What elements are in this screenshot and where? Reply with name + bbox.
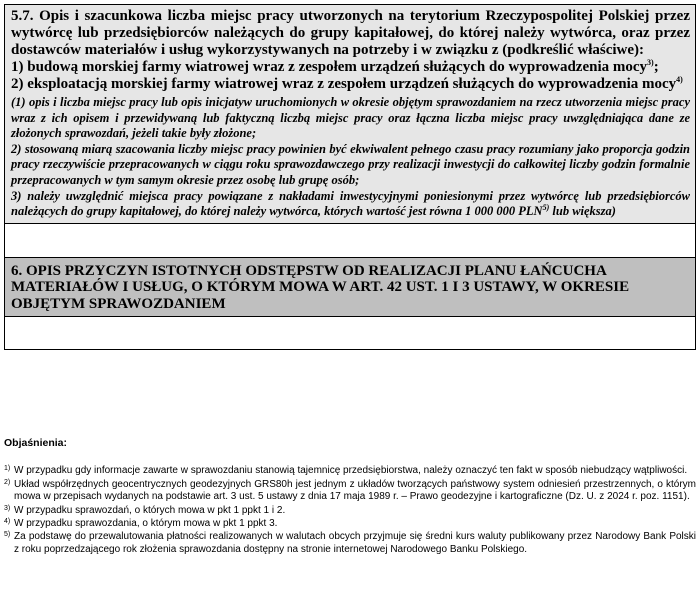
footnote-2 [4,479,696,504]
footnote-1 [4,465,696,477]
footnote-3 [4,505,696,517]
section-5-7-notes [11,95,690,220]
footnote-ref-3: 3) [647,58,654,67]
note-1: (1) opis i liczba miejsc pracy lub opis inicjatyw uruchomionych w okresie objętym sprawozdaniem na rzecz utworzenia miejsc pracy wraz z ich opisem i przewidywaną lub faktyczną liczbą miejsc pracy oraz łączna liczba miejsc pracy uwzględniająca dane ze złożonych sprawozdań, jeżeli takie były złożone; [11,95,690,141]
footnote-text: W przypadku sprawozdań, o których mowa w pkt 1 ppkt 1 i 2. [14,504,286,516]
footnote-ref-4: 4) [676,75,683,84]
footnote-number: 2) [4,478,11,486]
section-6 [5,258,695,317]
footnote-text: Za podstawę do przewalutowania płatności realizowanych w walutach obcych przyjmuje się średni kurs waluty publikowany przez Narodowy Bank Polski z roku poprzedzającego rok złożenia sprawozdania dostępny na stronie internetowej Narodowego Banku Polskiego. [14,531,696,555]
footnote-number: 1) [4,465,11,473]
section-5-7-heading: 5.7. Opis i szacunkowa liczba miejsc pracy utworzonych na terytorium Rzeczypospolitej Polskiej przez wytwórcę lub przedsiębiorców należących do grupy kapitałowej, do której należy wytwórca, oraz przez dostawców materiałów i usług wykorzystywanych na potrzeby i w związku z (podkreślić właściwe): [11,8,690,58]
section-6-answer-field[interactable] [5,317,695,349]
section-5-7-answer-field[interactable] [5,224,695,258]
footnote-number: 5) [4,531,11,539]
section-6-title: 6. OPIS PRZYCZYN ISTOTNYCH ODSTĘPSTW OD REALIZACJI PLANU ŁAŃCUCHA MATERIAŁÓW I USŁUG, O KTÓRYM MOWA W ART. 42 UST. 1 I 3 USTAWY, W OKRESIE OBJĘTYM SPRAWOZDANIEM [11,262,630,312]
option-2-label: 2) eksploatacją morskiej farmy wiatrowej wraz z zespołem urządzeń służących do wyprowadzenia mocy [11,76,677,92]
option-1-construction[interactable] [11,59,690,76]
footnote-4 [4,518,696,530]
option-1-label: 1) budową morskiej farmy wiatrowej wraz z zespołem urządzeń służących do wyprowadzenia mocy [11,59,648,75]
footnote-text: W przypadku gdy informacje zawarte w sprawozdaniu stanowią tajemnicę przedsiębiorstwa, należy oznaczyć ten fakt w sposób niebudzący wątpliwości. [14,465,688,477]
footnote-ref-5: 5) [542,203,550,212]
form-table [4,4,696,350]
option-1-tail: ; [653,59,659,75]
explanations [4,437,696,557]
explanations-label: Objaśnienia: [4,437,68,449]
footnote-number: 3) [4,504,11,512]
option-2-operation[interactable] [11,76,690,93]
footnote-5 [4,531,696,556]
footnote-text: W przypadku sprawozdania, o którym mowa w pkt 1 ppkt 3. [14,518,278,530]
section-5-7 [5,5,695,224]
note-2: 2) stosowaną miarą szacowania liczby miejsc pracy powinien być ekwiwalent pełnego czasu pracy rozumiany jako proporcja godzin pracy rzeczywiście przepracowanych w ciągu roku sprawozdawczego przy realizacji inwestycji do całkowitej liczby godzin formalnie przepracowanych w tym samym okresie przez osobę lub grupę osób; [11,141,690,187]
footnote-text: Układ współrzędnych geocentrycznych geodezyjnych GRS80h jest jednym z układów tworzących państwowy system odniesień przestrzennych, o którym mowa w przepisach wydanych na podstawie art. 3 ust. 5 ustawy z dnia 17 maja 1989 r. – Prawo geodezyjne i kartograficzne (Dz. U. z 2024 r. poz. 1151). [14,478,696,503]
note-3-text: 3) należy uwzględnić miejsca pracy powiązane z nakładami inwestycyjnymi poniesionymi przez wytwórcę lub przedsiębiorców należących do grupy kapitałowej, do której należy wytwórca, których wartość jest równa 1 000 000 PLN [11,188,690,219]
footnote-number: 4) [4,518,11,526]
note-3-tail: lub większa) [549,204,616,219]
note-3 [11,189,690,220]
